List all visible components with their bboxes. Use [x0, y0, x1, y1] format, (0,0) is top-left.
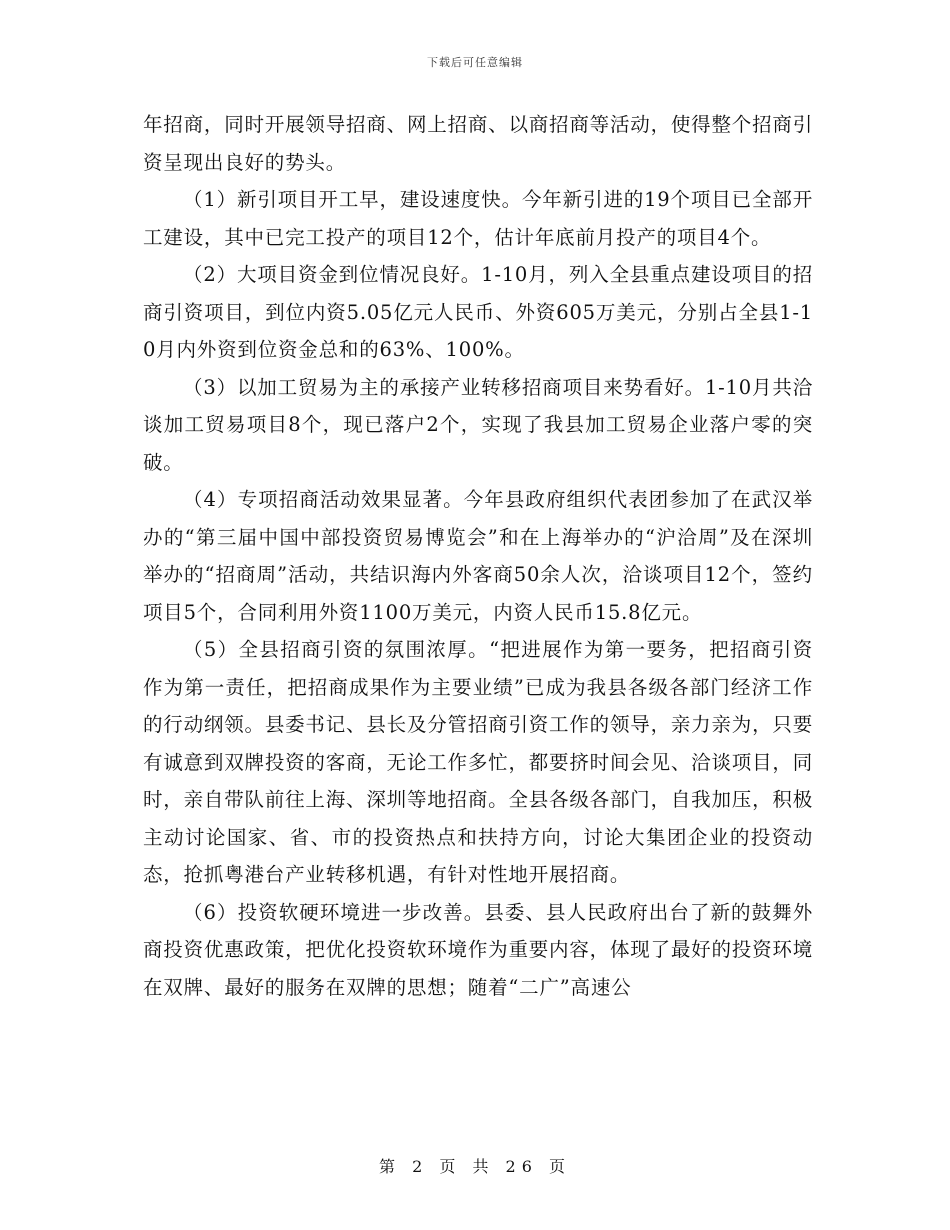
paragraph-continuation: 年招商，同时开展领导招商、网上招商、以商招商等活动，使得整个招商引资呈现出良好的势头。 [143, 113, 813, 174]
page-number-footer: 第 2 页 共 26 页 [379, 1157, 571, 1176]
page-header-note: 下载后可任意编辑 [427, 56, 523, 69]
paragraph-item-5: （5）全县招商引资的氛围浓厚。“把进展作为第一要务，把招商引资作为第一责任，把招商成果作为主要业绩”已成为我县各级各部门经济工作的行动纲领。县委书记、县长及分管招商引资工作的领导，亲力亲为，只要有诚意到双牌投资的客商，无论工作多忙，都要挤时间会见、洽谈项目，同时，亲自带队前往上海、深圳等地招商。全县各级各部门，自我加压，积极主动讨论国家、省、市的投资热点和扶持方向，讨论大集团企业的投资动态，抢抓粤港台产业转移机遇，有针对性地开展招商。 [143, 638, 813, 886]
document-body [143, 106, 813, 1006]
paragraph-item-1: （1）新引项目开工早，建设速度快。今年新引进的19个项目已全部开工建设，其中已完工投产的项目12个，估计年底前月投产的项目4个。 [143, 188, 813, 249]
paragraph-item-3: （3）以加工贸易为主的承接产业转移招商项目来势看好。1-10月共洽谈加工贸易项目8个，现已落户2个，实现了我县加工贸易企业落户零的突破。 [143, 375, 813, 474]
paragraph-item-6: （6）投资软硬环境进一步改善。县委、县人民政府出台了新的鼓舞外商投资优惠政策，把优化投资软环境作为重要内容，体现了最好的投资环境在双牌、最好的服务在双牌的思想；随着“二广”高速公 [143, 900, 813, 999]
paragraph-item-4: （4）专项招商活动效果显著。今年县政府组织代表团参加了在武汉举办的“第三届中国中部投资贸易博览会”和在上海举办的“沪洽周”及在深圳举办的“招商周”活动，共结识海内外客商50余人次，洽谈项目12个，签约项目5个，合同利用外资1100万美元，内资人民币15.8亿元。 [143, 488, 813, 624]
paragraph-item-2: （2）大项目资金到位情况良好。1-10月，列入全县重点建设项目的招商引资项目，到位内资5.05亿元人民币、外资605万美元，分别占全县1-10月内外资到位资金总和的63%、100%。 [143, 263, 813, 361]
